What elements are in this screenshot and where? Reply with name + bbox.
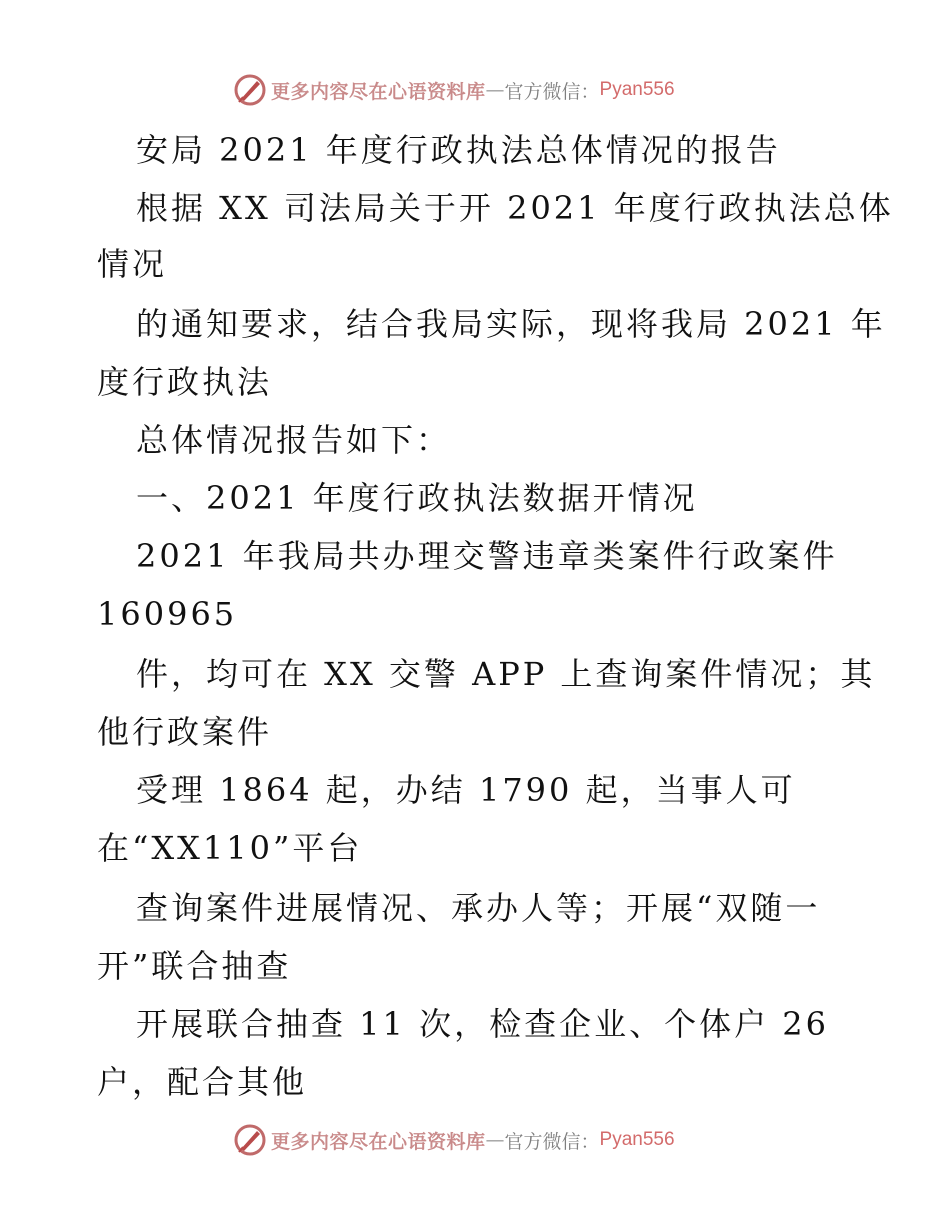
doc-line: 的通知要求，结合我局实际，现将我局 2021 年 [136,305,886,343]
doc-line: 度行政执法 [97,363,273,401]
doc-line: 在“XX110”平台 [97,829,363,867]
watermark-dash: — [485,79,505,101]
doc-line: 他行政案件 [97,713,273,751]
watermark-footer [233,1122,753,1158]
doc-line: 开”联合抽查 [97,947,292,985]
watermark-wechat-id: Pyan556 [599,79,675,100]
quill-logo-icon [233,1123,267,1157]
doc-line: 查询案件进展情况、承办人等；开展“双随一 [136,889,821,927]
watermark-header [233,72,753,108]
doc-line: 户，配合其他 [97,1063,308,1101]
quill-logo-icon [233,73,267,107]
watermark-main-text: 更多内容尽在心语资料库 [271,1130,486,1153]
doc-line: 160965 [97,595,238,633]
doc-line: 2021 年我局共办理交警违章类案件行政案件 [136,537,838,575]
watermark-sub-text: 官方微信： [504,80,600,103]
doc-line: 总体情况报告如下： [136,421,452,459]
doc-line: 件，均可在 XX 交警 APP 上查询案件情况；其 [136,655,876,693]
doc-line: 受理 1864 起，办结 1790 起，当事人可 [136,771,796,809]
doc-section-heading: 一、2021 年度行政执法数据开情况 [136,479,698,517]
doc-line: 情况 [97,245,168,283]
doc-title-line: 安局 2021 年度行政执法总体情况的报告 [136,131,781,169]
doc-line: 根据 XX 司法局关于开 2021 年度行政执法总体 [136,189,894,227]
watermark-sub-text: 官方微信： [504,1130,600,1153]
watermark-wechat-id: Pyan556 [599,1129,675,1150]
doc-line: 开展联合抽查 11 次，检查企业、个体户 26 [136,1005,829,1043]
watermark-dash: — [485,1129,505,1151]
watermark-main-text: 更多内容尽在心语资料库 [271,80,486,103]
